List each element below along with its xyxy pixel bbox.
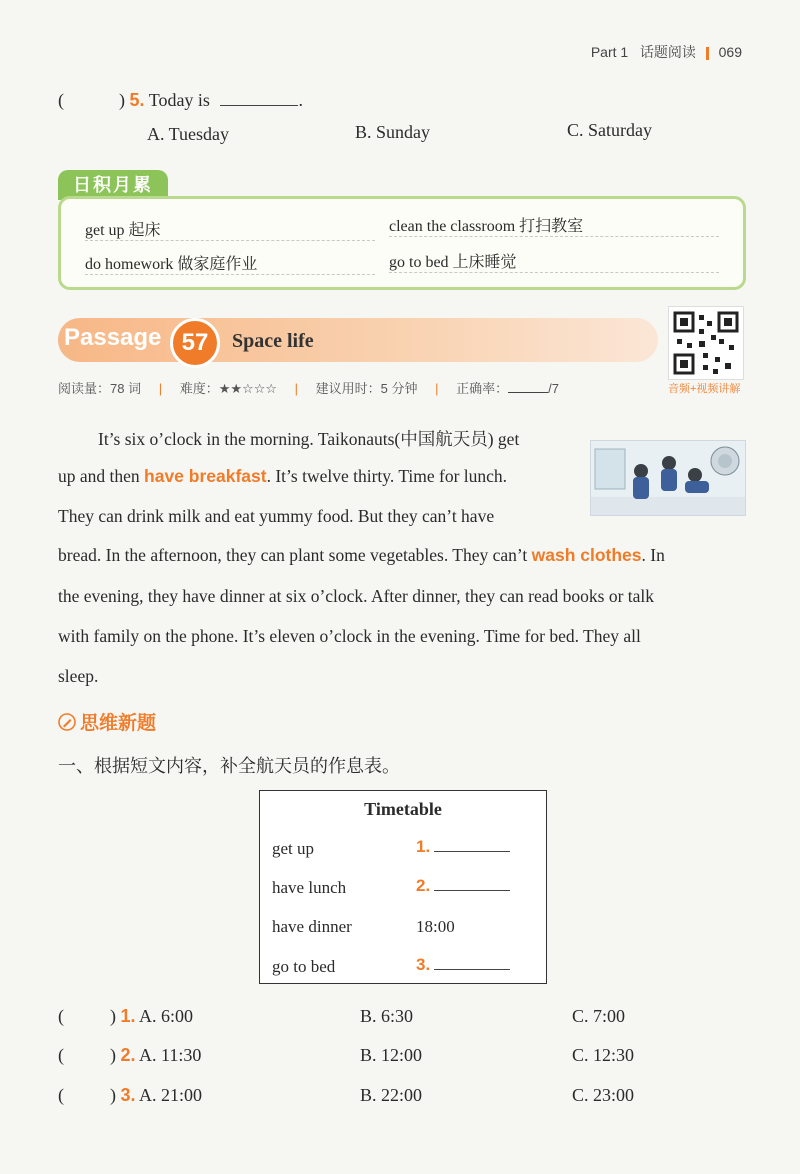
difficulty-stars-icon: ★★☆☆☆ [218, 381, 278, 396]
option-a: A. 21:00 [139, 1085, 203, 1105]
option-b: B. Sunday [355, 122, 431, 142]
vocab-item: go to bed 上床睡觉 [389, 249, 719, 273]
fill-blank[interactable] [434, 890, 510, 891]
option-a: A. Tuesday [147, 124, 230, 144]
passage-line: with family on the phone. It’s eleven o’clock in the evening. Time for bed. They all [58, 626, 641, 646]
passage-line: sleep. [58, 666, 99, 686]
fill-blank[interactable] [434, 851, 510, 852]
vocab-item: clean the classroom 打扫教室 [389, 213, 719, 237]
question-number: 1. [120, 1006, 136, 1026]
option-b: B. 12:00 [360, 1045, 423, 1065]
passage-label: Passage [64, 324, 162, 351]
passage-line: It’s six o’clock in the morning. Taikonauts(中国航天员) get [98, 429, 520, 449]
option-c: C. 7:00 [572, 1006, 626, 1026]
question-number: 2. [120, 1045, 136, 1065]
timetable-value: 18:00 [416, 917, 455, 936]
passage-line: up and then have breakfast. It’s twelve thirty. Time for lunch. [58, 466, 508, 486]
option-a: A. 11:30 [139, 1045, 202, 1065]
highlight-phrase: wash clothes [531, 545, 642, 565]
vocab-item: do homework 做家庭作业 [85, 251, 375, 275]
question-number: 5. [129, 90, 145, 110]
option-c: C. 23:00 [572, 1085, 635, 1105]
vocab-item: get up 起床 [85, 217, 375, 241]
taikonauts-illustration [590, 440, 746, 516]
passage-line: bread. In the afternoon, they can plant some vegetables. They can’t wash clothes. In [58, 545, 665, 565]
option-c: C. 12:30 [572, 1045, 635, 1065]
page-number: 069 [718, 44, 742, 60]
page-header [591, 42, 742, 62]
passage-meta [58, 378, 559, 397]
fill-blank[interactable] [220, 105, 298, 106]
vocab-tab: 日积月累 [58, 170, 168, 200]
question-stem: Today is [148, 90, 210, 110]
meta-divider: | [158, 381, 163, 396]
accuracy-blank[interactable] [508, 392, 548, 393]
question-number: 3. [120, 1085, 136, 1105]
timetable-value: 1. [416, 837, 510, 857]
choice-question: ( ) 2. A. 11:30 [58, 1045, 202, 1065]
answer-paren-close: ) [119, 90, 125, 110]
option-b: B. 22:00 [360, 1085, 423, 1105]
timetable-label: have lunch [272, 878, 347, 897]
passage-line: They can drink milk and eat yummy food. But they can’t have [58, 506, 495, 526]
meta-divider: | [435, 381, 439, 396]
pencil-icon [58, 713, 76, 731]
timetable [259, 790, 547, 984]
highlight-phrase: have breakfast [144, 466, 267, 486]
accuracy-total: /7 [548, 381, 559, 396]
word-count: 阅读量：78 词 [58, 381, 142, 396]
meta-divider: | [294, 381, 299, 396]
passage-line: the evening, they have dinner at six o’clock. After dinner, they can read books or talk [58, 586, 655, 606]
timetable-title: Timetable [364, 799, 442, 819]
option-a: A. 6:00 [139, 1006, 194, 1026]
passage-title: Space life [232, 330, 314, 352]
answer-paren-open: ( [58, 90, 64, 110]
qr-code-icon[interactable] [668, 306, 744, 380]
fill-blank[interactable] [434, 969, 510, 970]
question-end: . [298, 90, 303, 110]
header-divider [706, 47, 709, 60]
difficulty-label: 难度： [179, 381, 219, 396]
section-title: 思维新题 [58, 708, 156, 735]
choice-question: ( ) 1. A. 6:00 [58, 1006, 194, 1026]
option-b: B. 6:30 [360, 1006, 414, 1026]
choice-question: ( ) 3. A. 21:00 [58, 1085, 203, 1105]
vocab-box [58, 196, 746, 290]
timetable-label: get up [272, 839, 315, 858]
section-label: 话题阅读 [639, 44, 696, 60]
instruction: 一、根据短文内容，补全航天员的作息表。 [58, 756, 400, 776]
qr-label: 音频+视频讲解 [668, 383, 741, 395]
part-label: Part 1 [590, 44, 629, 60]
timetable-value: 3. [416, 955, 510, 975]
timetable-label: go to bed [272, 957, 336, 976]
passage-number-badge: 57 [170, 318, 220, 368]
suggested-time: 建议用时：5 分钟 [315, 381, 418, 396]
question-5 [58, 90, 303, 111]
timetable-label: have dinner [272, 917, 352, 936]
timetable-value: 2. [416, 876, 510, 896]
accuracy-label: 正确率： [456, 381, 509, 396]
option-c: C. Saturday [567, 120, 652, 140]
